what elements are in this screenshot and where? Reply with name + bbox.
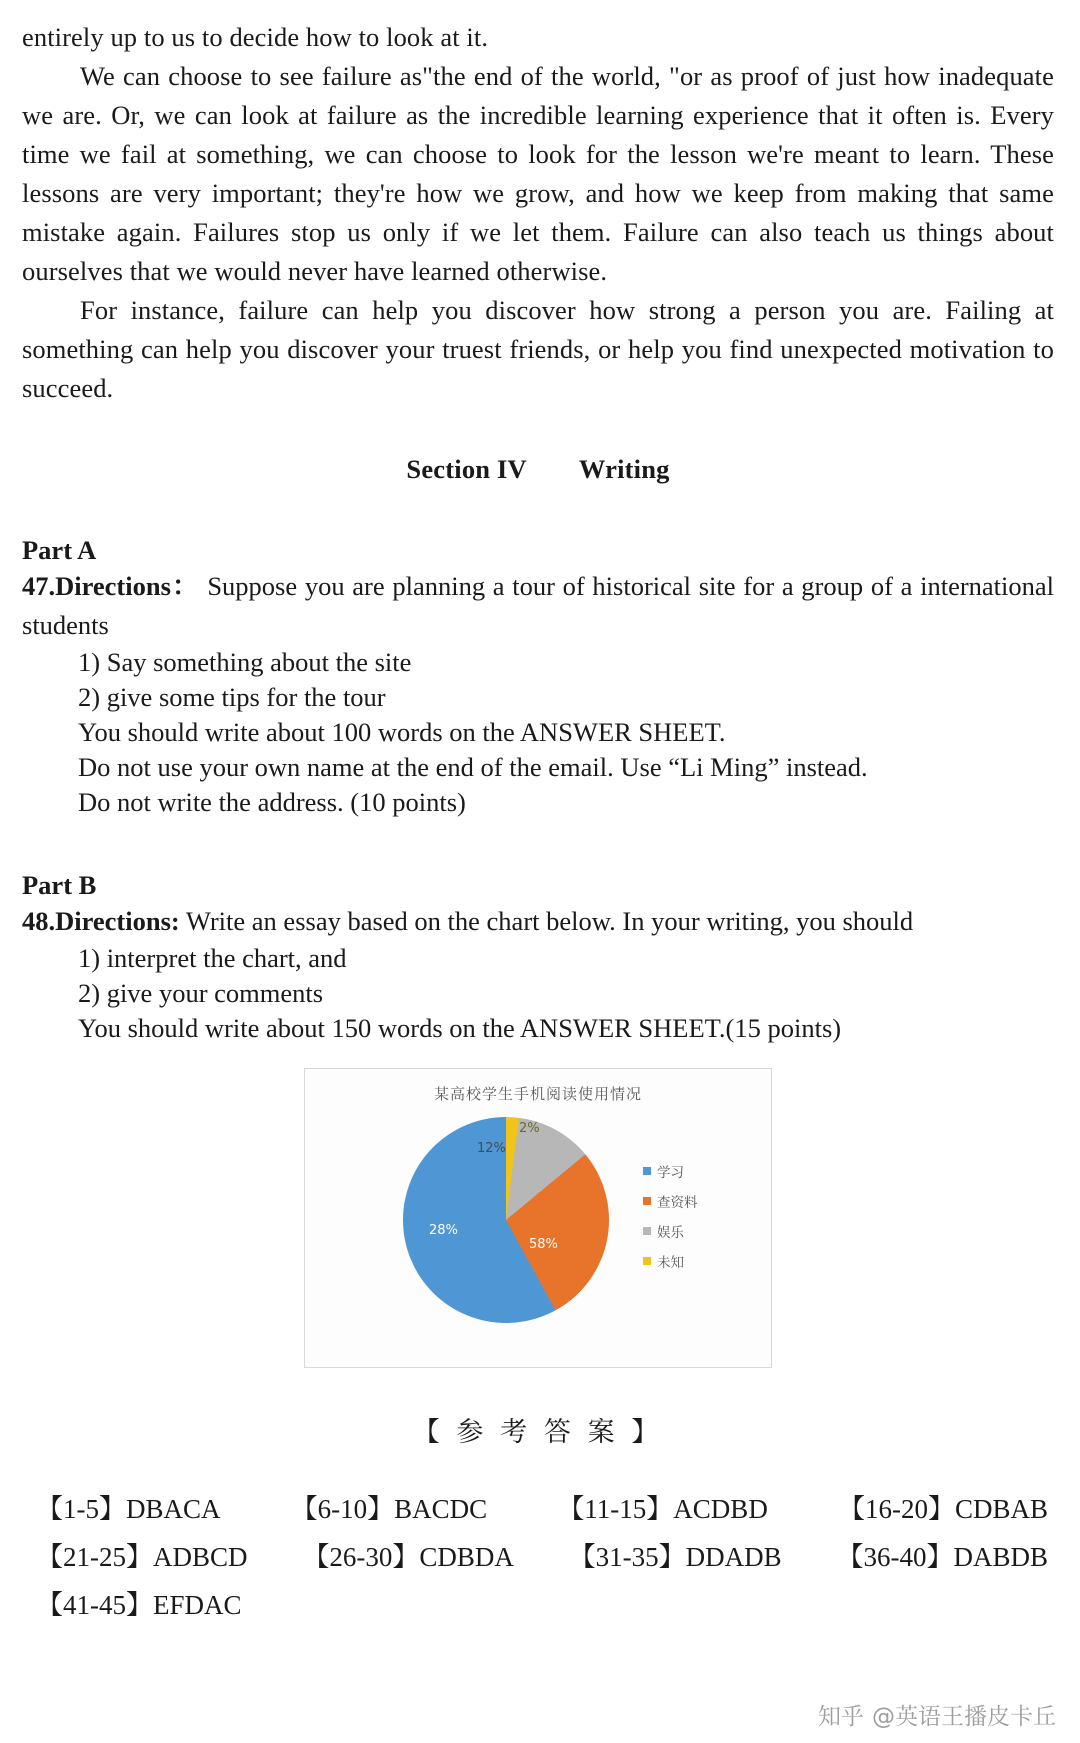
part-a-items [22,645,1054,820]
passage-paragraph-3: For instance, failure can help you discover how strong a person you are. Failing at something can help you discover your truest friends, or help you find unexpected motivation to succeed. [22,295,1054,403]
pie-label-unknown: 2% [519,1121,540,1136]
legend-label: 查资料 [657,1195,698,1211]
list-item: 1) Say something about the site [78,647,412,677]
part-a-directions [22,567,1054,645]
answer-row [22,1533,1054,1581]
legend-swatch-icon [643,1257,651,1265]
answer-item: 【21-25】ADBCD [36,1542,248,1572]
pie-chart [304,1068,772,1368]
pie-label-entertainment: 12% [477,1141,506,1156]
answer-item: 【1-5】DBACA [36,1494,221,1524]
part-a-label: Part A [22,535,97,565]
pie-label-research: 28% [429,1223,458,1238]
answer-row [22,1581,1054,1629]
part-b-items [22,941,1054,1046]
pie-slices [403,1117,609,1323]
section-title: Writing [578,454,670,484]
answer-item: 【41-45】EFDAC [36,1590,242,1620]
answer-key-heading: 【 参 考 答 案 】 [412,1417,664,1447]
list-item: Do not write the address. (10 points) [78,787,466,817]
legend-item [643,1221,698,1241]
answer-item: 【16-20】CDBAB [837,1494,1048,1524]
legend-item [643,1161,698,1181]
watermark [818,1698,1056,1731]
part-b-label: Part B [22,870,97,900]
chart-legend [643,1161,698,1281]
answer-item: 【31-35】DDADB [568,1542,782,1572]
legend-swatch-icon [643,1197,651,1205]
part-b-directions [22,902,1054,941]
legend-item [643,1251,698,1271]
answer-row [22,1485,1054,1533]
legend-label: 未知 [657,1255,684,1271]
part-a-directions-text: Suppose you are planning a tour of historical site for a group of a international students [22,571,1055,640]
list-item: 2) give your comments [78,978,324,1008]
list-item: You should write about 150 words on the ANSWER SHEET.(15 points) [78,1013,842,1043]
answer-key-list [22,1485,1054,1629]
chart-title: 某高校学生手机阅读使用情况 [433,1085,642,1103]
list-item: Do not use your own name at the end of the email. Use “Li Ming” instead. [78,752,868,782]
part-b-directions-text: Write an essay based on the chart below. In your writing, you should [185,906,914,936]
answer-item: 【6-10】BACDC [290,1494,488,1524]
pie-label-study: 58% [529,1237,558,1252]
zhihu-logo: 知乎 [818,1704,864,1730]
answer-item: 【26-30】CDBDA [302,1542,514,1572]
watermark-text: @英语王播皮卡丘 [872,1704,1056,1730]
pie-graphic [403,1117,609,1323]
passage-paragraph-1: entirely up to us to decide how to look at it. [22,22,489,52]
section-heading [22,454,1054,485]
legend-swatch-icon [643,1227,651,1235]
legend-swatch-icon [643,1167,651,1175]
list-item: You should write about 100 words on the ANSWER SHEET. [78,717,726,747]
legend-item [643,1191,698,1211]
part-a-directions-label: 47.Directions： [22,571,200,601]
list-item: 1) interpret the chart, and [78,943,347,973]
legend-label: 学习 [657,1165,684,1181]
passage-paragraph-2: We can choose to see failure as"the end of the world, "or as proof of just how inadequate we are. Or, we can look at failure as the incredible learning experience that it often is. Every time we fail at something, we can choose to look for the lesson we're meant to learn. These lessons are very important; they're how we grow, and how we keep from making that same mistake again. Failures stop us only if we let them. Failure can also teach us things about ourselves that we would never have learned otherwise. [22,61,1054,286]
section-number: Section IV [406,454,527,484]
part-b-directions-label: 48.Directions: [22,906,180,936]
list-item: 2) give some tips for the tour [78,682,386,712]
legend-label: 娱乐 [657,1225,684,1241]
answer-item: 【11-15】ACDBD [557,1494,768,1524]
answer-item: 【36-40】DABDB [836,1542,1048,1572]
